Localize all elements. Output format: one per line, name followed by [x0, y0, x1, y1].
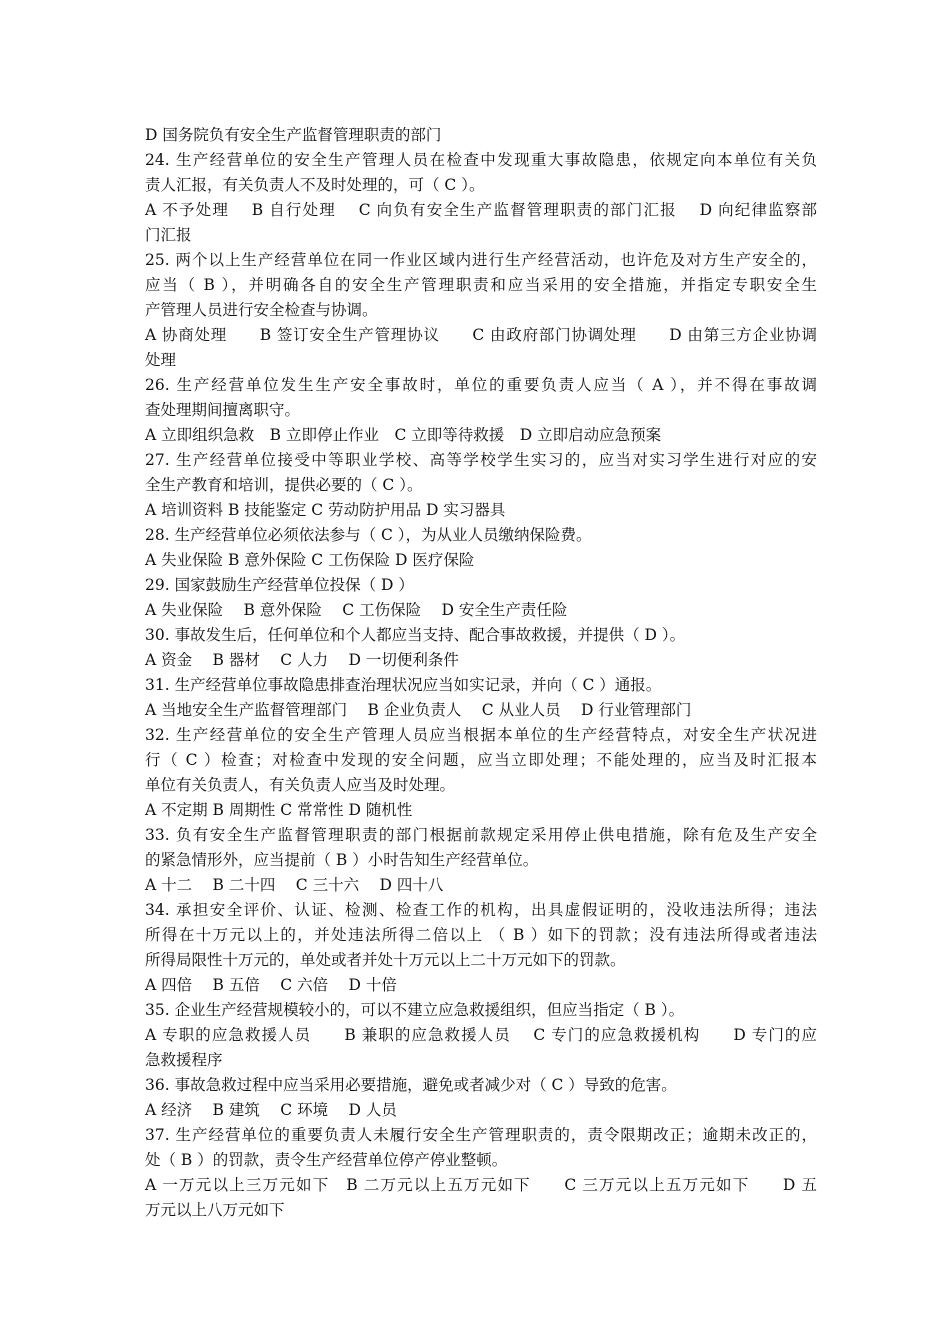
text-line: 24. 生产经营单位的安全生产管理人员在检查中发现重大事故隐患，依规定向本单位有关负: [145, 151, 817, 169]
text-line: A 立即组织急救 B 立即停止作业 C 立即等待救援 D 立即启动应急预案: [145, 426, 662, 444]
text-line: 查处理期间擅离职守。: [145, 401, 301, 419]
text-line: 36. 事故急救过程中应当采用必要措施，避免或者减少对（ C ）导致的危害。: [145, 1076, 677, 1094]
text-line: A 失业保险 B 意外保险 C 工伤保险 D 安全生产责任险: [145, 601, 568, 619]
text-line: 35. 企业生产经营规模较小的，可以不建立应急救援组织，但应当指定（ B ）。: [145, 1001, 685, 1019]
text-line: 27. 生产经营单位接受中等职业学校、高等学校学生实习的，应当对实习学生进行对应的安: [145, 451, 817, 469]
text-line: 31. 生产经营单位事故隐患排查治理状况应当如实记录，并向（ C ）通报。: [145, 676, 662, 694]
text-line: 32. 生产经营单位的安全生产管理人员应当根据本单位的生产经营特点，对安全生产状况进: [145, 726, 817, 744]
text-line: 门汇报: [145, 226, 192, 244]
text-line: 的紧急情形外，应当提前（ B ）小时告知生产经营单位。: [145, 851, 539, 869]
text-line: 急救援程序: [145, 1051, 223, 1069]
text-line: A 四倍 B 五倍 C 六倍 D 十倍: [145, 976, 397, 994]
text-line: A 十二 B 二十四 C 三十六 D 四十八: [145, 876, 444, 894]
text-line: 应当（ B ），并明确各自的安全生产管理职责和应当采用的安全措施，并指定专职安全生: [145, 276, 817, 294]
text-line: 25. 两个以上生产经营单位在同一作业区域内进行生产经营活动，也许危及对方生产安全的，: [145, 251, 817, 269]
text-line: 单位有关负责人，有关负责人应当及时处理。: [145, 776, 456, 794]
text-line: A 资金 B 器材 C 人力 D 一切便利条件: [145, 651, 459, 669]
text-line: 30. 事故发生后，任何单位和个人都应当支持、配合事故救援，并提供（ D ）。: [145, 626, 686, 644]
text-line: 34. 承担安全评价、认证、检测、检查工作的机构，出具虚假证明的，没收违法所得；违法: [145, 901, 817, 919]
text-line: 33. 负有安全生产监督管理职责的部门根据前款规定采用停止供电措施，除有危及生产安全: [145, 826, 817, 844]
text-line: 26. 生产经营单位发生生产安全事故时，单位的重要负责人应当（ A ），并不得在事故调: [145, 376, 817, 394]
text-line: 28. 生产经营单位必须依法参与（ C ），为从业人员缴纳保险费。: [145, 526, 592, 544]
text-line: 处（ B ）的罚款，责令生产经营单位停产停业整顿。: [145, 1151, 508, 1169]
text-line: 处理: [145, 351, 177, 369]
text-line: A 经济 B 建筑 C 环境 D 人员: [145, 1101, 397, 1119]
text-line: 29. 国家鼓励生产经营单位投保（ D ）: [145, 576, 414, 594]
text-line: 所得局限性十万元的，单处或者并处十万元以上二十万元如下的罚款。: [145, 951, 626, 969]
text-line: A 一万元以上三万元如下 B 二万元以上五万元如下 C 三万元以上五万元如下 D 五: [145, 1176, 817, 1194]
text-line: D 国务院负有安全生产监督管理职责的部门: [145, 126, 442, 144]
text-line: A 培训资料 B 技能鉴定 C 劳动防护用品 D 实习器具: [145, 501, 506, 519]
text-line: 产管理人员进行安全检查与协调。: [145, 301, 378, 319]
text-line: 37. 生产经营单位的重要负责人未履行安全生产管理职责的，责令限期改正；逾期未改正的，: [145, 1126, 817, 1144]
text-line: A 不定期 B 周期性 C 常常性 D 随机性: [145, 801, 413, 819]
text-line: 责人汇报，有关负责人不及时处理的，可（ C ）。: [145, 176, 485, 194]
text-line: 万元以上八万元如下: [145, 1201, 285, 1219]
document-body: [145, 123, 817, 1223]
text-line: A 专职的应急救援人员 B 兼职的应急救援人员 C 专门的应急救援机构 D 专门的应: [145, 1026, 817, 1044]
text-line: A 当地安全生产监督管理部门 B 企业负责人 C 从业人员 D 行业管理部门: [145, 701, 692, 719]
text-line: 所得在十万元以上的，并处违法所得二倍以上 （ B ）如下的罚款；没有违法所得或者违法: [145, 926, 817, 944]
text-line: A 失业保险 B 意外保险 C 工伤保险 D 医疗保险: [145, 551, 475, 569]
text-line: A 协商处理 B 签订安全生产管理协议 C 由政府部门协调处理 D 由第三方企业协调: [145, 326, 817, 344]
text-line: 全生产教育和培训，提供必要的（ C ）。: [145, 476, 423, 494]
text-line: A 不予处理 B 自行处理 C 向负有安全生产监督管理职责的部门汇报 D 向纪律监察部: [145, 201, 817, 219]
text-line: 行（ C ）检查；对检查中发现的安全问题，应当立即处理；不能处理的，应当及时汇报本: [145, 751, 817, 769]
